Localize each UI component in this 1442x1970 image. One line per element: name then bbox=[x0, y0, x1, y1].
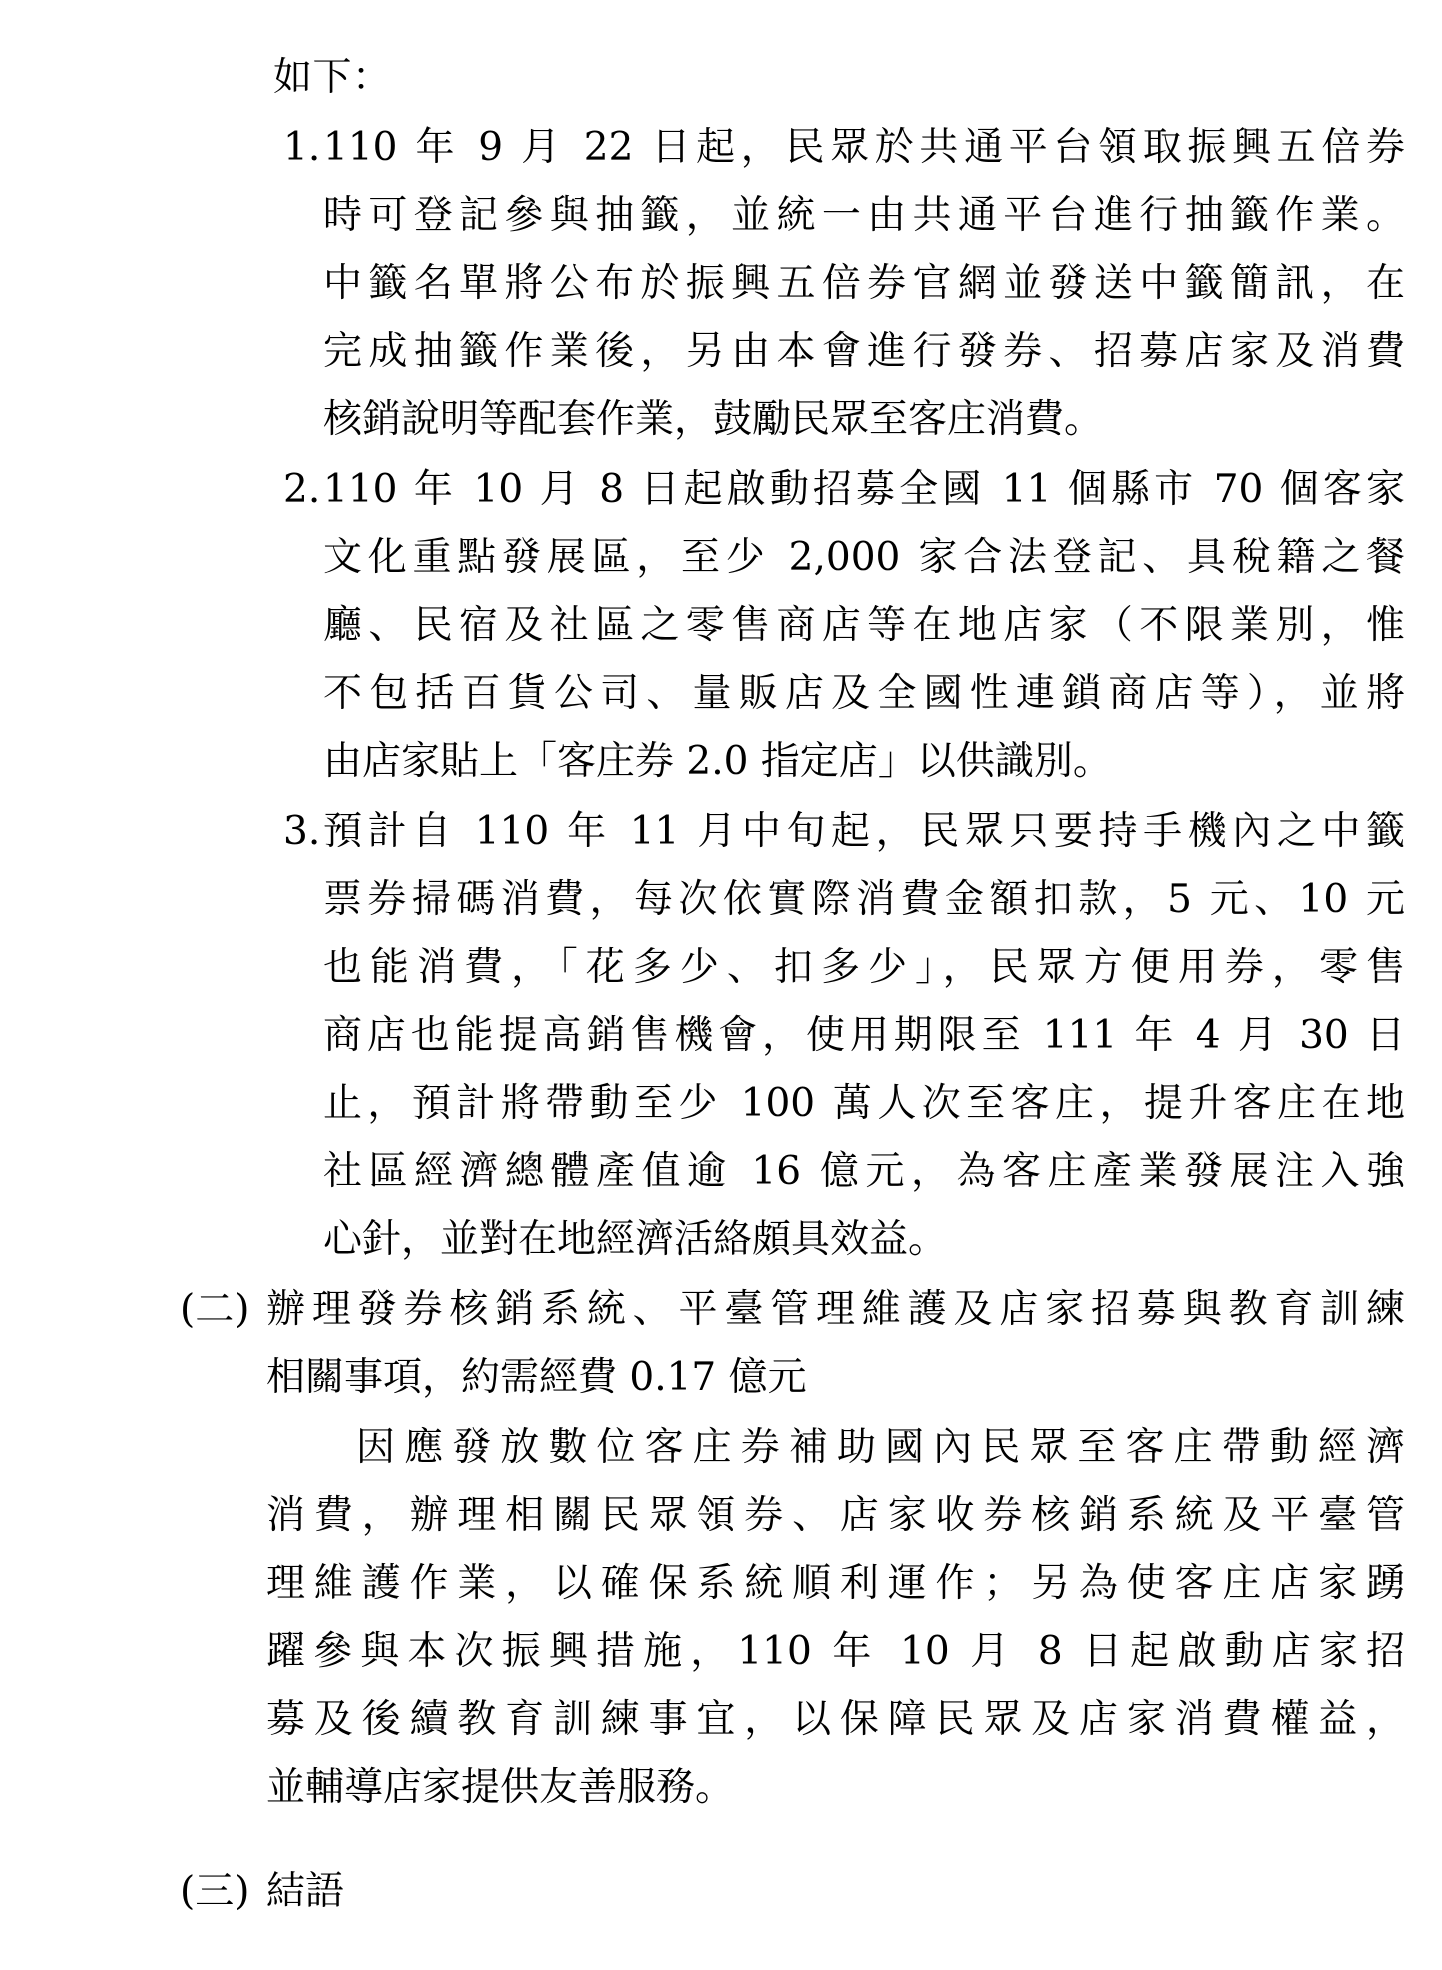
item-1-line-5: 核銷說明等配套作業，鼓勵民眾至客庄消費。 bbox=[323, 397, 1104, 442]
item-2-line-1: 110 年 10 月 8 日起啟動招募全國 11 個縣市 70 個客家 bbox=[323, 467, 1405, 512]
item-3-line-3: 也能消費，「花多少、扣多少」，民眾方便用券，零售 bbox=[323, 945, 1405, 990]
item-1-number: 1. bbox=[283, 125, 321, 170]
item-2-number: 2. bbox=[283, 467, 321, 512]
item-3-line-1: 預計自 110 年 11 月中旬起，民眾只要持手機內之中籤 bbox=[323, 809, 1405, 854]
section-2-body-line-6: 並輔導店家提供友善服務。 bbox=[266, 1765, 735, 1810]
section-3-heading: 結語 bbox=[266, 1869, 345, 1914]
section-2-body-line-1: 因應發放數位客庄券補助國內民眾至客庄帶動經濟 bbox=[356, 1425, 1405, 1470]
item-2-line-3: 廳、民宿及社區之零售商店等在地店家（不限業別，惟 bbox=[323, 603, 1405, 648]
item-2-line-2: 文化重點發展區，至少 2,000 家合法登記、具稅籍之餐 bbox=[323, 535, 1405, 580]
section-2-body-line-3: 理維護作業，以確保系統順利運作；另為使客庄店家踴 bbox=[266, 1561, 1405, 1606]
item-1-line-4: 完成抽籤作業後，另由本會進行發券、招募店家及消費 bbox=[323, 329, 1405, 374]
item-3-line-7: 心針，並對在地經濟活絡頗具效益。 bbox=[323, 1217, 948, 1262]
section-2-heading-line-2: 相關事項，約需經費 0.17 億元 bbox=[266, 1355, 807, 1400]
section-2-body-line-4: 躍參與本次振興措施，110 年 10 月 8 日起啟動店家招 bbox=[266, 1629, 1405, 1674]
intro-text: 如下： bbox=[273, 55, 392, 100]
item-2-line-4: 不包括百貨公司、量販店及全國性連鎖商店等），並將 bbox=[323, 671, 1405, 716]
item-3-line-5: 止，預計將帶動至少 100 萬人次至客庄，提升客庄在地 bbox=[323, 1081, 1405, 1126]
item-3-number: 3. bbox=[283, 809, 321, 854]
item-3-line-6: 社區經濟總體產值逾 16 億元，為客庄產業發展注入強 bbox=[323, 1149, 1405, 1194]
section-2-body-line-5: 募及後續教育訓練事宜，以保障民眾及店家消費權益， bbox=[266, 1697, 1405, 1742]
item-3-line-2: 票券掃碼消費，每次依實際消費金額扣款，5 元、10 元 bbox=[323, 877, 1405, 922]
item-1-line-2: 時可登記參與抽籤，並統一由共通平台進行抽籤作業。 bbox=[323, 193, 1405, 238]
item-2-line-5: 由店家貼上「客庄券 2.0 指定店」以供識別。 bbox=[323, 739, 1112, 784]
item-1-line-1: 110 年 9 月 22 日起，民眾於共通平台領取振興五倍券 bbox=[323, 125, 1405, 170]
section-3-marker: (三) bbox=[180, 1869, 250, 1914]
item-1-line-3: 中籤名單將公布於振興五倍券官網並發送中籤簡訊，在 bbox=[323, 261, 1405, 306]
section-2-heading-line-1: 辦理發券核銷系統、平臺管理維護及店家招募與教育訓練 bbox=[266, 1287, 1405, 1332]
section-2-marker: (二) bbox=[180, 1287, 250, 1332]
section-2-body-line-2: 消費，辦理相關民眾領券、店家收券核銷系統及平臺管 bbox=[266, 1493, 1405, 1538]
item-3-line-4: 商店也能提高銷售機會，使用期限至 111 年 4 月 30 日 bbox=[323, 1013, 1405, 1058]
